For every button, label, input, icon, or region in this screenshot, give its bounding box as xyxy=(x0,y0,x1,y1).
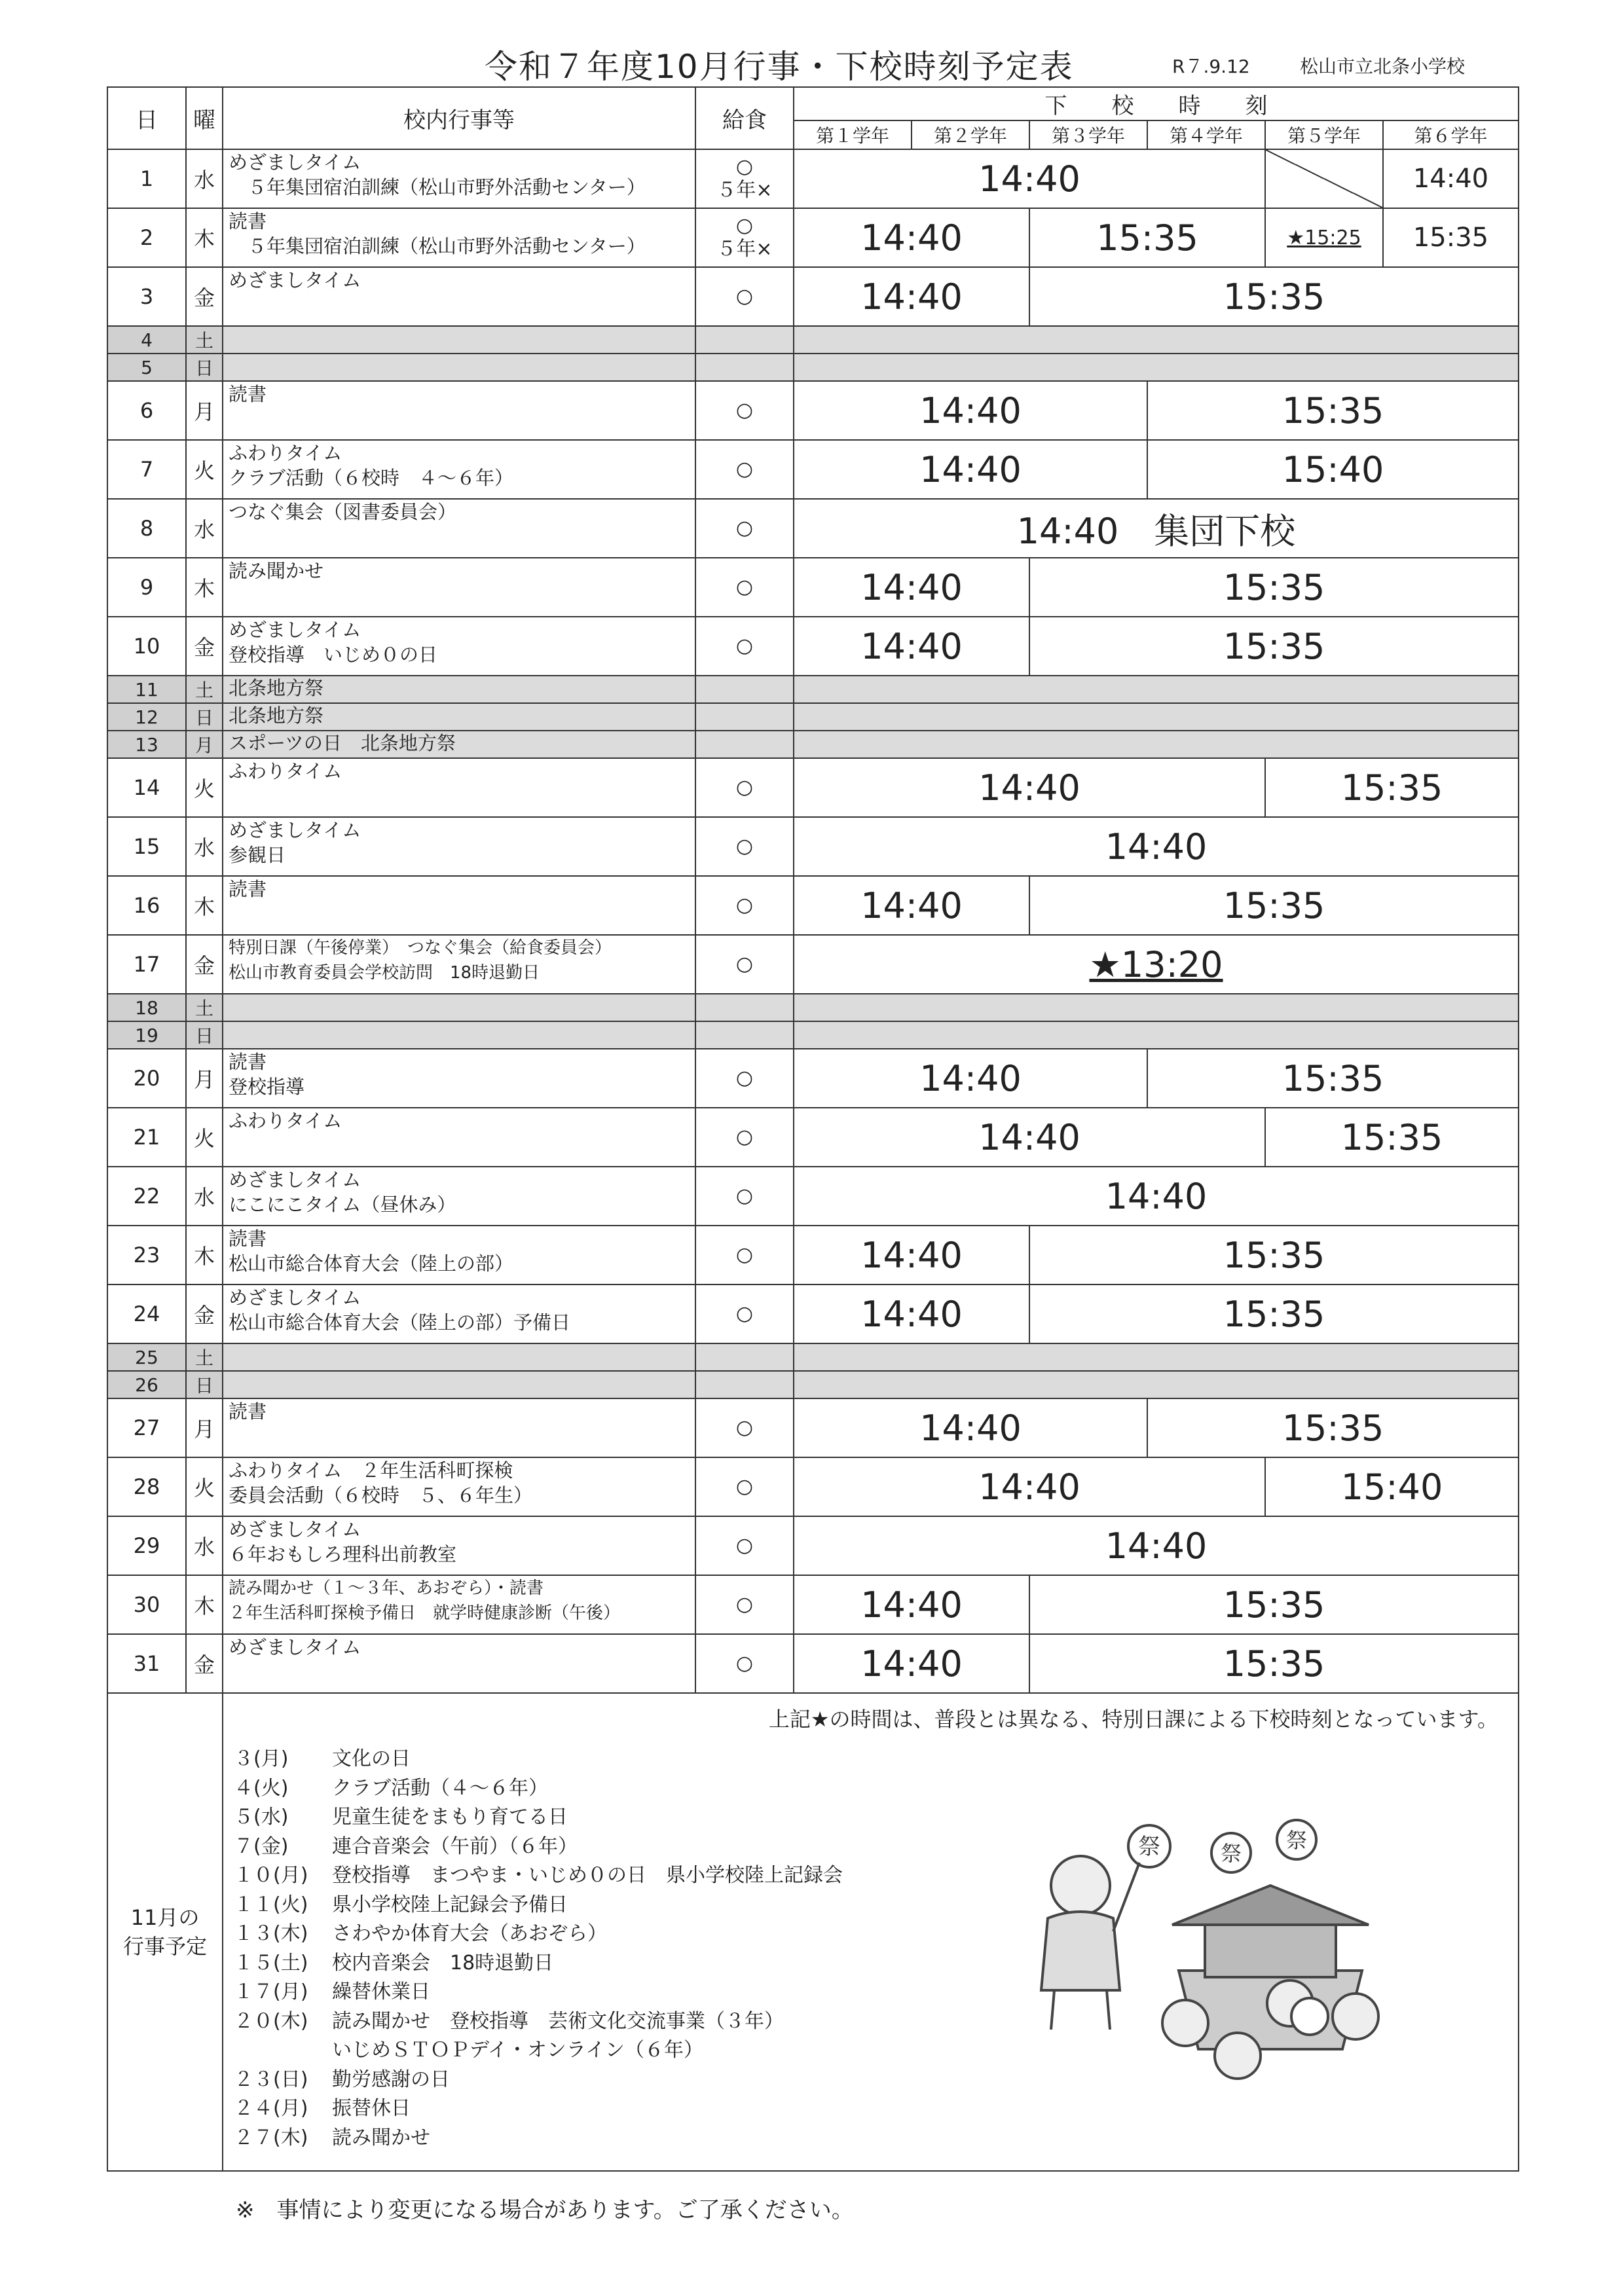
festival-sign: 祭 xyxy=(1138,1834,1160,1860)
event-line: クラブ活動（６校時 ４～６年） xyxy=(229,467,514,489)
lunch-cell xyxy=(695,1371,794,1398)
event-cell xyxy=(223,149,695,208)
list-item: １３(木) さわやか体育大会（あおぞら） xyxy=(234,1922,607,1945)
table-row xyxy=(107,617,1519,676)
event-cell xyxy=(223,1575,695,1634)
dismissal-time: 15:35 xyxy=(1265,1108,1519,1167)
event-cell xyxy=(223,1285,695,1343)
event-line: にこにこタイム（昼休み） xyxy=(229,1194,456,1216)
list-item: １１(火) 県小学校陸上記録会予備日 xyxy=(234,1893,568,1916)
dismissal-time: 14:40 xyxy=(794,440,1147,499)
event-line: 読書 xyxy=(229,1051,267,1073)
event-cell xyxy=(223,1021,695,1049)
dismissal-time: 15:35 xyxy=(1383,208,1519,267)
dismissal-time xyxy=(794,326,1519,354)
dismissal-time: 14:40 xyxy=(794,617,1029,676)
event-line: めざましタイム xyxy=(229,1286,361,1309)
dismissal-time: 15:40 xyxy=(1265,1457,1519,1516)
table-row-holiday xyxy=(107,703,1519,731)
day-cell: 10 xyxy=(107,617,186,676)
lunch-cell: ○ xyxy=(695,1634,794,1693)
day-cell: 8 xyxy=(107,499,186,558)
event-line: めざましタイム xyxy=(229,1636,361,1658)
day-cell: 22 xyxy=(107,1167,186,1226)
weekday-cell: 日 xyxy=(186,354,223,381)
dismissal-time: 14:40 xyxy=(794,149,1265,208)
weekday-cell: 月 xyxy=(186,731,223,758)
dismissal-time: 14:40 xyxy=(1383,149,1519,208)
lunch-note: ５年× xyxy=(716,179,773,202)
day-cell: 18 xyxy=(107,994,186,1021)
weekday-cell: 木 xyxy=(186,1226,223,1285)
list-item: いじめＳＴＯＰデイ・オンライン（６年） xyxy=(332,2039,703,2062)
table-row-holiday xyxy=(107,1371,1519,1398)
lunch-cell: ○ xyxy=(695,617,794,676)
col-grade-3: 第３学年 xyxy=(1029,120,1147,149)
lunch-cell xyxy=(695,994,794,1021)
table-row xyxy=(107,1575,1519,1634)
november-label-line: 行事予定 xyxy=(122,1934,207,1959)
event-line: 登校指導 xyxy=(229,1076,305,1098)
dismissal-time: 14:40 xyxy=(794,1285,1029,1343)
table-row xyxy=(107,1049,1519,1108)
lunch-cell: ○ xyxy=(695,499,794,558)
table-row xyxy=(107,267,1519,326)
event-cell xyxy=(223,1516,695,1575)
day-cell: 2 xyxy=(107,208,186,267)
col-grade-6: 第６学年 xyxy=(1383,120,1519,149)
table-row xyxy=(107,208,1519,267)
lunch-cell xyxy=(695,326,794,354)
day-cell: 11 xyxy=(107,676,186,703)
dismissal-time-special: ★15:25 xyxy=(1265,208,1383,267)
table-row xyxy=(107,1285,1519,1343)
event-line: 登校指導 いじめ０の日 xyxy=(229,644,438,666)
lunch-cell: ○ xyxy=(695,758,794,817)
table-row xyxy=(107,876,1519,935)
dismissal-time: 15:35 xyxy=(1029,876,1519,935)
col-grade-2: 第２学年 xyxy=(912,120,1029,149)
col-grade-5: 第５学年 xyxy=(1265,120,1383,149)
weekday-cell: 土 xyxy=(186,676,223,703)
dismissal-time: 14:40 xyxy=(794,876,1029,935)
table-row xyxy=(107,1398,1519,1457)
weekday-cell: 火 xyxy=(186,1457,223,1516)
table-row-holiday xyxy=(107,326,1519,354)
table-row xyxy=(107,558,1519,617)
dismissal-time: 14:40 xyxy=(794,1516,1519,1575)
dismissal-time: 14:40 xyxy=(794,1634,1029,1693)
lunch-cell xyxy=(695,149,794,208)
day-cell: 5 xyxy=(107,354,186,381)
weekday-cell: 木 xyxy=(186,558,223,617)
event-line: 松山市教育委員会学校訪問 18時退勤日 xyxy=(229,963,540,983)
event-line: つなぐ集会（図書委員会） xyxy=(229,501,457,523)
festival-illustration xyxy=(1008,1807,1428,2147)
dismissal-time: 15:40 xyxy=(1147,440,1519,499)
event-line: ５年集団宿泊訓練（松山市野外活動センター） xyxy=(229,176,646,198)
lunch-cell xyxy=(695,1021,794,1049)
list-item: １７(月) 繰替休業日 xyxy=(234,1980,430,2003)
day-cell: 21 xyxy=(107,1108,186,1167)
lunch-cell: ○ xyxy=(695,1049,794,1108)
event-cell xyxy=(223,208,695,267)
day-cell: 12 xyxy=(107,703,186,731)
event-line: めざましタイム xyxy=(229,1518,361,1540)
weekday-cell: 水 xyxy=(186,817,223,876)
weekday-cell: 火 xyxy=(186,1108,223,1167)
event-cell: 北条地方祭 xyxy=(223,703,695,731)
event-line: 読書 xyxy=(229,210,267,232)
event-cell xyxy=(223,1343,695,1371)
day-cell: 16 xyxy=(107,876,186,935)
lunch-cell: ○ xyxy=(695,1167,794,1226)
event-line: 読書 xyxy=(229,878,267,900)
event-cell xyxy=(223,876,695,935)
table-row-holiday xyxy=(107,994,1519,1021)
event-cell xyxy=(223,935,695,994)
day-cell: 6 xyxy=(107,381,186,440)
dismissal-time: 14:40 xyxy=(794,1457,1265,1516)
table-row xyxy=(107,1634,1519,1693)
weekday-cell: 水 xyxy=(186,149,223,208)
table-row xyxy=(107,1516,1519,1575)
dismissal-time: 14:40 xyxy=(794,208,1029,267)
day-cell: 26 xyxy=(107,1371,186,1398)
day-cell: 7 xyxy=(107,440,186,499)
list-item: １０(月) 登校指導 まつやま・いじめ０の日 県小学校陸上記録会 xyxy=(234,1864,843,1887)
col-dismissal: 下 校 時 刻 xyxy=(794,87,1519,120)
dismissal-time: 15:35 xyxy=(1029,1285,1519,1343)
lunch-cell: ○ xyxy=(695,817,794,876)
day-cell: 17 xyxy=(107,935,186,994)
dismissal-time: 15:35 xyxy=(1029,208,1265,267)
dismissal-time xyxy=(794,354,1519,381)
col-events: 校内行事等 xyxy=(223,87,695,149)
table-row-holiday xyxy=(107,1021,1519,1049)
lunch-cell: ○ xyxy=(695,267,794,326)
lunch-cell: ○ xyxy=(695,1516,794,1575)
event-cell xyxy=(223,817,695,876)
lunch-cell: ○ xyxy=(695,1108,794,1167)
list-item: ２７(木) 読み聞かせ xyxy=(234,2126,430,2149)
weekday-cell: 土 xyxy=(186,326,223,354)
dismissal-time: 14:40 xyxy=(794,267,1029,326)
event-cell xyxy=(223,1398,695,1457)
november-label-line: 11月の xyxy=(130,1905,200,1930)
table-row xyxy=(107,1108,1519,1167)
event-line: 読み聞かせ xyxy=(229,560,324,582)
dismissal-time: 15:35 xyxy=(1029,1226,1519,1285)
lunch-cell: ○ xyxy=(695,1457,794,1516)
event-cell xyxy=(223,440,695,499)
table-row xyxy=(107,1457,1519,1516)
list-item: ２０(木) 読み聞かせ 登校指導 芸術文化交流事業（３年） xyxy=(234,2009,784,2033)
weekday-cell: 月 xyxy=(186,1398,223,1457)
dismissal-time xyxy=(794,676,1519,703)
weekday-cell: 金 xyxy=(186,1634,223,1693)
table-row-holiday xyxy=(107,1343,1519,1371)
table-row xyxy=(107,1226,1519,1285)
dismissal-time: 15:35 xyxy=(1029,617,1519,676)
list-item: ５(水) 児童生徒をまもり育てる日 xyxy=(234,1806,568,1829)
event-cell: 北条地方祭 xyxy=(223,676,695,703)
event-cell xyxy=(223,381,695,440)
dismissal-time: 15:35 xyxy=(1029,558,1519,617)
event-line: ふわりタイム xyxy=(229,760,342,782)
event-line: めざましタイム xyxy=(229,1169,361,1191)
table-row-holiday xyxy=(107,676,1519,703)
november-label xyxy=(107,1693,223,2171)
event-cell xyxy=(223,1108,695,1167)
dismissal-time xyxy=(794,1343,1519,1371)
event-cell xyxy=(223,758,695,817)
special-time-note: 上記★の時間は、普段とは異なる、特別日課による下校時刻となっています。 xyxy=(768,1707,1498,1732)
event-cell xyxy=(223,994,695,1021)
event-line: めざましタイム xyxy=(229,151,361,173)
day-cell: 20 xyxy=(107,1049,186,1108)
day-cell: 27 xyxy=(107,1398,186,1457)
date-stamp: R７.9.12 xyxy=(1172,56,1250,77)
lunch-cell: ○ xyxy=(695,876,794,935)
dismissal-time: 15:35 xyxy=(1029,267,1519,326)
list-item: ２３(日) 勤労感謝の日 xyxy=(234,2068,450,2091)
dismissal-time: 15:35 xyxy=(1265,758,1519,817)
event-line: 参観日 xyxy=(229,844,286,866)
event-line: ふわりタイム xyxy=(229,1110,342,1132)
event-cell: スポーツの日 北条地方祭 xyxy=(223,731,695,758)
lunch-cell: ○ xyxy=(695,1285,794,1343)
weekday-cell: 水 xyxy=(186,1167,223,1226)
event-line: めざましタイム xyxy=(229,619,361,641)
dismissal-time: 14:40 xyxy=(794,1226,1029,1285)
weekday-cell: 水 xyxy=(186,1516,223,1575)
day-cell: 14 xyxy=(107,758,186,817)
day-cell: 9 xyxy=(107,558,186,617)
dismissal-time xyxy=(794,703,1519,731)
day-cell: 31 xyxy=(107,1634,186,1693)
table-row xyxy=(107,440,1519,499)
weekday-cell: 水 xyxy=(186,499,223,558)
event-line: 松山市総合体育大会（陸上の部） xyxy=(229,1252,514,1275)
table-row xyxy=(107,381,1519,440)
dismissal-time: 14:40 xyxy=(794,1167,1519,1226)
portable-shrine-illustration xyxy=(1162,1820,1378,2079)
event-line: 委員会活動（６校時 ５、６年生） xyxy=(229,1484,533,1506)
dismissal-time-special: ★13:20 xyxy=(794,935,1519,994)
dismissal-time xyxy=(794,1021,1519,1049)
weekday-cell: 月 xyxy=(186,381,223,440)
festival-sign: 祭 xyxy=(1285,1828,1308,1853)
table-row xyxy=(107,149,1519,208)
lunch-cell: ○ xyxy=(695,1398,794,1457)
event-cell xyxy=(223,1634,695,1693)
lunch-cell xyxy=(695,731,794,758)
event-cell xyxy=(223,1371,695,1398)
event-cell xyxy=(223,558,695,617)
col-day: 日 xyxy=(107,87,186,149)
table-row xyxy=(107,499,1519,558)
dismissal-time: 14:40 xyxy=(794,1108,1265,1167)
dismissal-time: 15:35 xyxy=(1029,1575,1519,1634)
lunch-mark: ○ xyxy=(735,214,754,237)
dismissal-time: 14:40 xyxy=(794,381,1147,440)
lunch-cell: ○ xyxy=(695,935,794,994)
day-cell: 24 xyxy=(107,1285,186,1343)
col-lunch: 給食 xyxy=(695,87,794,149)
event-cell xyxy=(223,1049,695,1108)
dismissal-time: 14:40 xyxy=(794,558,1029,617)
weekday-cell: 日 xyxy=(186,1371,223,1398)
event-cell xyxy=(223,499,695,558)
lunch-cell xyxy=(695,354,794,381)
event-line: ふわりタイム ２年生活科町探検 xyxy=(229,1459,513,1482)
event-line: ふわりタイム xyxy=(229,442,342,464)
lunch-cell xyxy=(695,1343,794,1371)
table-row-holiday xyxy=(107,354,1519,381)
weekday-cell: 金 xyxy=(186,617,223,676)
event-line: 読書 xyxy=(229,383,267,405)
no-school-cell xyxy=(1265,149,1383,208)
dismissal-time: 15:35 xyxy=(1029,1634,1519,1693)
weekday-cell: 土 xyxy=(186,994,223,1021)
weekday-cell: 日 xyxy=(186,1021,223,1049)
weekday-cell: 木 xyxy=(186,1575,223,1634)
dismissal-time: 14:40 xyxy=(794,1398,1147,1457)
col-weekday: 曜 xyxy=(186,87,223,149)
day-cell: 23 xyxy=(107,1226,186,1285)
festival-sign: 祭 xyxy=(1220,1841,1242,1866)
day-cell: 4 xyxy=(107,326,186,354)
dismissal-time: 14:40 xyxy=(794,758,1265,817)
list-item: ３(月) 文化の日 xyxy=(234,1747,411,1770)
weekday-cell: 木 xyxy=(186,208,223,267)
event-line: 読書 xyxy=(229,1400,267,1423)
weekday-cell: 金 xyxy=(186,935,223,994)
day-cell: 29 xyxy=(107,1516,186,1575)
footer-note: ※ 事情により変更になる場合があります。ご了承ください。 xyxy=(236,2197,854,2223)
event-cell xyxy=(223,1226,695,1285)
dismissal-time: 14:40 xyxy=(794,1575,1029,1634)
event-cell xyxy=(223,354,695,381)
event-line: ２年生活科町探検予備日 就学時健康診断（午後） xyxy=(229,1603,621,1623)
event-cell xyxy=(223,1457,695,1516)
table-row-holiday xyxy=(107,731,1519,758)
dismissal-time xyxy=(794,1371,1519,1398)
lunch-cell xyxy=(695,208,794,267)
event-line: ６年おもしろ理科出前教室 xyxy=(229,1543,457,1565)
lunch-cell: ○ xyxy=(695,381,794,440)
lunch-cell: ○ xyxy=(695,1226,794,1285)
list-item: ２４(月) 振替休日 xyxy=(234,2097,411,2120)
col-grade-1: 第１学年 xyxy=(794,120,912,149)
event-line: めざましタイム xyxy=(229,269,361,291)
list-item: ４(火) クラブ活動（４～６年） xyxy=(234,1776,548,1800)
event-line: 特別日課（午後停業） つなぐ集会（給食委員会） xyxy=(229,938,612,958)
event-cell xyxy=(223,267,695,326)
weekday-cell: 月 xyxy=(186,1049,223,1108)
lunch-cell xyxy=(695,703,794,731)
dismissal-time: 15:35 xyxy=(1147,1398,1519,1457)
weekday-cell: 金 xyxy=(186,1285,223,1343)
event-line: めざましタイム xyxy=(229,819,361,841)
lunch-note: ５年× xyxy=(716,238,773,261)
weekday-cell: 土 xyxy=(186,1343,223,1371)
event-line: 松山市総合体育大会（陸上の部）予備日 xyxy=(229,1311,571,1334)
event-line: ５年集団宿泊訓練（松山市野外活動センター） xyxy=(229,235,646,257)
col-grade-4: 第４学年 xyxy=(1147,120,1265,149)
weekday-cell: 日 xyxy=(186,703,223,731)
weekday-cell: 金 xyxy=(186,267,223,326)
table-row xyxy=(107,1167,1519,1226)
day-cell: 3 xyxy=(107,267,186,326)
school-name: 松山市立北条小学校 xyxy=(1300,56,1466,77)
day-cell: 30 xyxy=(107,1575,186,1634)
dismissal-time: 15:35 xyxy=(1147,381,1519,440)
event-cell xyxy=(223,617,695,676)
day-cell: 13 xyxy=(107,731,186,758)
list-item: １５(土) 校内音楽会 18時退勤日 xyxy=(234,1951,554,1975)
event-line: 読み聞かせ（１～３年、あおぞら）・読書 xyxy=(229,1578,544,1598)
event-cell xyxy=(223,1167,695,1226)
lunch-cell: ○ xyxy=(695,1575,794,1634)
weekday-cell: 木 xyxy=(186,876,223,935)
dismissal-time xyxy=(794,994,1519,1021)
day-cell: 1 xyxy=(107,149,186,208)
dismissal-time xyxy=(794,731,1519,758)
table-row xyxy=(107,817,1519,876)
lunch-mark: ○ xyxy=(735,155,754,178)
lunch-cell xyxy=(695,676,794,703)
dismissal-time: 14:40 集団下校 xyxy=(794,499,1519,558)
page-title: 令和７年度10月行事・下校時刻予定表 xyxy=(485,48,1074,86)
day-cell: 15 xyxy=(107,817,186,876)
dismissal-time: 14:40 xyxy=(794,1049,1147,1108)
event-cell xyxy=(223,326,695,354)
lunch-cell: ○ xyxy=(695,440,794,499)
dismissal-time: 15:35 xyxy=(1147,1049,1519,1108)
day-cell: 19 xyxy=(107,1021,186,1049)
weekday-cell: 火 xyxy=(186,758,223,817)
dismissal-time: 14:40 xyxy=(794,817,1519,876)
lunch-cell: ○ xyxy=(695,558,794,617)
table-row xyxy=(107,935,1519,994)
list-item: ７(金) 連合音楽会（午前）（６年） xyxy=(234,1834,578,1858)
event-line: 読書 xyxy=(229,1228,267,1250)
day-cell: 25 xyxy=(107,1343,186,1371)
table-row xyxy=(107,758,1519,817)
weekday-cell: 火 xyxy=(186,440,223,499)
day-cell: 28 xyxy=(107,1457,186,1516)
